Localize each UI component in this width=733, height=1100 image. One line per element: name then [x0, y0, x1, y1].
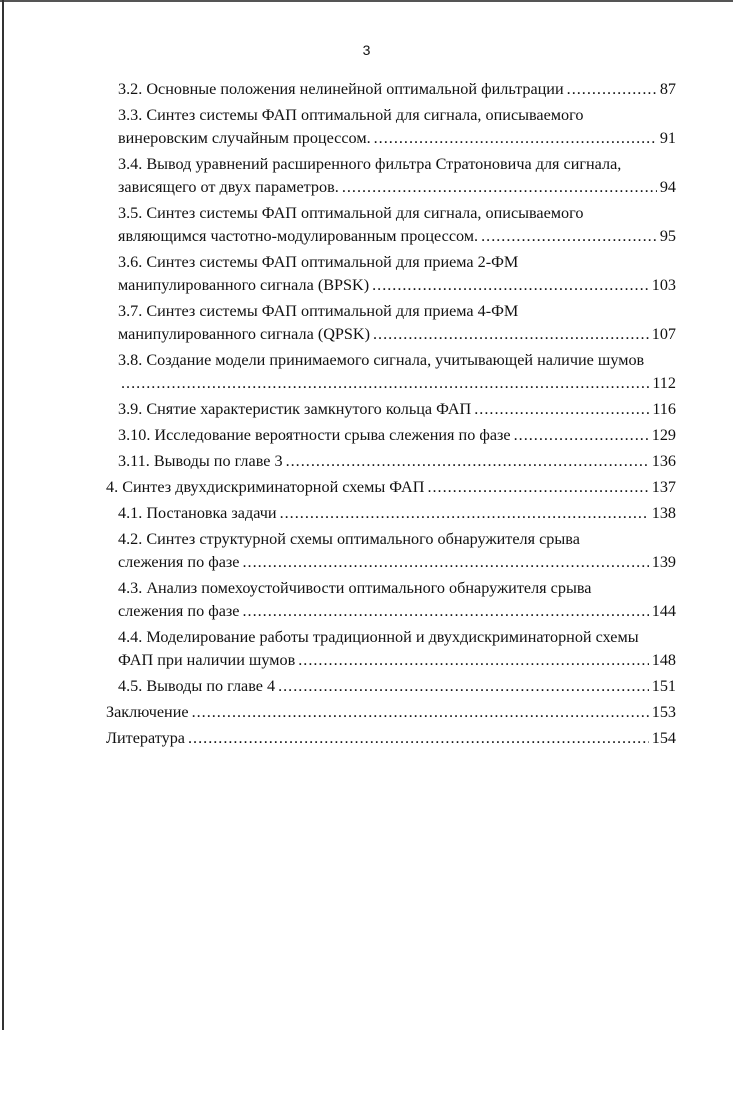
- dot-leader: [373, 323, 649, 346]
- toc-entry-page: 112: [652, 374, 676, 392]
- toc-entry-line: [118, 372, 676, 395]
- dot-leader: [567, 78, 657, 101]
- dot-leader: [280, 502, 649, 525]
- toc-entry-title-line: 4.2. Синтез структурной схемы оптимального обнаружителя срыва: [118, 530, 580, 548]
- toc-entry-title-line: 3.8. Создание модели принимаемого сигнала, учитывающей наличие шумов: [118, 351, 645, 369]
- toc-entry-page: 95: [659, 227, 676, 245]
- toc-entry[interactable]: [106, 202, 676, 248]
- dot-leader: [286, 450, 649, 473]
- table-of-contents: [106, 78, 676, 753]
- toc-entry-title: 3.10. Исследование вероятности срыва слежения по фазе: [118, 426, 511, 444]
- toc-entry-title-line: 3.3. Синтез системы ФАП оптимальной для сигнала, описываемого: [118, 106, 584, 124]
- toc-entry-page: 87: [659, 80, 676, 98]
- dot-leader: [374, 127, 657, 150]
- toc-entry-line: [118, 450, 676, 473]
- toc-entry-title: Заключение: [106, 703, 189, 721]
- toc-entry-page: 137: [651, 478, 676, 496]
- toc-entry[interactable]: [106, 153, 676, 199]
- toc-entry-title: 3.11. Выводы по главе 3: [118, 452, 283, 470]
- dot-leader: [188, 727, 649, 750]
- toc-entry-line: [118, 649, 676, 672]
- toc-entry-title: 4.1. Постановка задачи: [118, 504, 277, 522]
- dot-leader: [514, 424, 649, 447]
- toc-entry[interactable]: [106, 104, 676, 150]
- toc-entry[interactable]: [106, 78, 676, 101]
- toc-entry-page: 91: [659, 129, 676, 147]
- toc-entry-title: слежения по фазе: [118, 602, 240, 620]
- page-number: 3: [362, 42, 371, 58]
- toc-entry[interactable]: [106, 251, 676, 297]
- toc-entry-title: винеровским случайным процессом.: [118, 129, 371, 147]
- toc-entry-line: [106, 701, 676, 724]
- toc-entry-line: [118, 600, 676, 623]
- toc-entry-title: 3.9. Снятие характеристик замкнутого кольца ФАП: [118, 400, 472, 418]
- toc-entry[interactable]: [106, 300, 676, 346]
- toc-entry-line: [118, 274, 676, 297]
- toc-entry-page: 116: [652, 400, 676, 418]
- toc-entry-line: [118, 127, 676, 150]
- dot-leader: [372, 274, 649, 297]
- dot-leader: [427, 476, 648, 499]
- toc-entry-title: являющимся частотно-модулированным процессом.: [118, 227, 479, 245]
- toc-entry-title: слежения по фазе: [118, 553, 240, 571]
- toc-entry-title-line: 3.7. Синтез системы ФАП оптимальной для приема 4-ФМ: [118, 302, 519, 320]
- toc-entry[interactable]: [106, 727, 676, 750]
- scan-edge-left: [2, 0, 4, 1030]
- scan-edge-top: [0, 0, 733, 2]
- toc-entry-line: [118, 78, 676, 101]
- toc-entry-page: 153: [651, 703, 676, 721]
- toc-entry-title-line: 3.5. Синтез системы ФАП оптимальной для сигнала, описываемого: [118, 204, 584, 222]
- toc-entry-page: 154: [651, 729, 676, 747]
- toc-entry-page: 151: [651, 677, 676, 695]
- dot-leader: [242, 551, 648, 574]
- toc-entry-page: 138: [651, 504, 676, 522]
- toc-entry-page: 139: [651, 553, 676, 571]
- toc-entry-title: 4. Синтез двухдискриминаторной схемы ФАП: [106, 478, 425, 496]
- toc-entry[interactable]: [106, 476, 676, 499]
- toc-entry-page: 94: [659, 178, 676, 196]
- dot-leader: [121, 372, 649, 395]
- dot-leader: [298, 649, 648, 672]
- toc-entry-line: [106, 476, 676, 499]
- dot-leader: [278, 675, 649, 698]
- toc-entry-line: [106, 727, 676, 750]
- toc-entry-line: [118, 424, 676, 447]
- toc-entry[interactable]: [106, 450, 676, 473]
- toc-entry-title: манипулированного сигнала (QPSK): [118, 325, 370, 343]
- toc-entry-title: Литература: [106, 729, 185, 747]
- toc-entry-page: 148: [651, 651, 676, 669]
- dot-leader: [342, 176, 657, 199]
- toc-entry[interactable]: [106, 502, 676, 525]
- toc-entry-line: [118, 398, 676, 421]
- toc-entry-title-line: 3.6. Синтез системы ФАП оптимальной для приема 2-ФМ: [118, 253, 519, 271]
- toc-entry-title: 3.2. Основные положения нелинейной оптимальной фильтрации: [118, 80, 564, 98]
- toc-entry[interactable]: [106, 528, 676, 574]
- toc-entry-line: [118, 551, 676, 574]
- dot-leader: [192, 701, 649, 724]
- toc-entry-title-line: 4.4. Моделирование работы традиционной и двухдискриминаторной схемы: [118, 628, 639, 646]
- toc-entry[interactable]: [106, 349, 676, 395]
- toc-entry-title: ФАП при наличии шумов: [118, 651, 296, 669]
- toc-entry-line: [118, 323, 676, 346]
- toc-entry-title-line: 3.4. Вывод уравнений расширенного фильтра Стратоновича для сигнала,: [118, 155, 622, 173]
- dot-leader: [474, 398, 649, 421]
- toc-entry-line: [118, 675, 676, 698]
- dot-leader: [242, 600, 648, 623]
- toc-entry[interactable]: [106, 398, 676, 421]
- dot-leader: [481, 225, 657, 248]
- toc-entry[interactable]: [106, 424, 676, 447]
- toc-entry-line: [118, 225, 676, 248]
- toc-entry-title: зависящего от двух параметров.: [118, 178, 339, 196]
- toc-entry-page: 144: [651, 602, 676, 620]
- toc-entry-title-line: 4.3. Анализ помехоустойчивости оптимального обнаружителя срыва: [118, 579, 592, 597]
- toc-entry-page: 103: [651, 276, 676, 294]
- toc-entry-page: 129: [651, 426, 676, 444]
- toc-entry[interactable]: [106, 626, 676, 672]
- toc-entry-line: [118, 176, 676, 199]
- toc-entry[interactable]: [106, 577, 676, 623]
- toc-entry-page: 107: [651, 325, 676, 343]
- toc-entry[interactable]: [106, 675, 676, 698]
- toc-entry-page: 136: [651, 452, 676, 470]
- toc-entry[interactable]: [106, 701, 676, 724]
- toc-entry-title: 4.5. Выводы по главе 4: [118, 677, 276, 695]
- toc-entry-line: [118, 502, 676, 525]
- toc-entry-title: манипулированного сигнала (BPSK): [118, 276, 370, 294]
